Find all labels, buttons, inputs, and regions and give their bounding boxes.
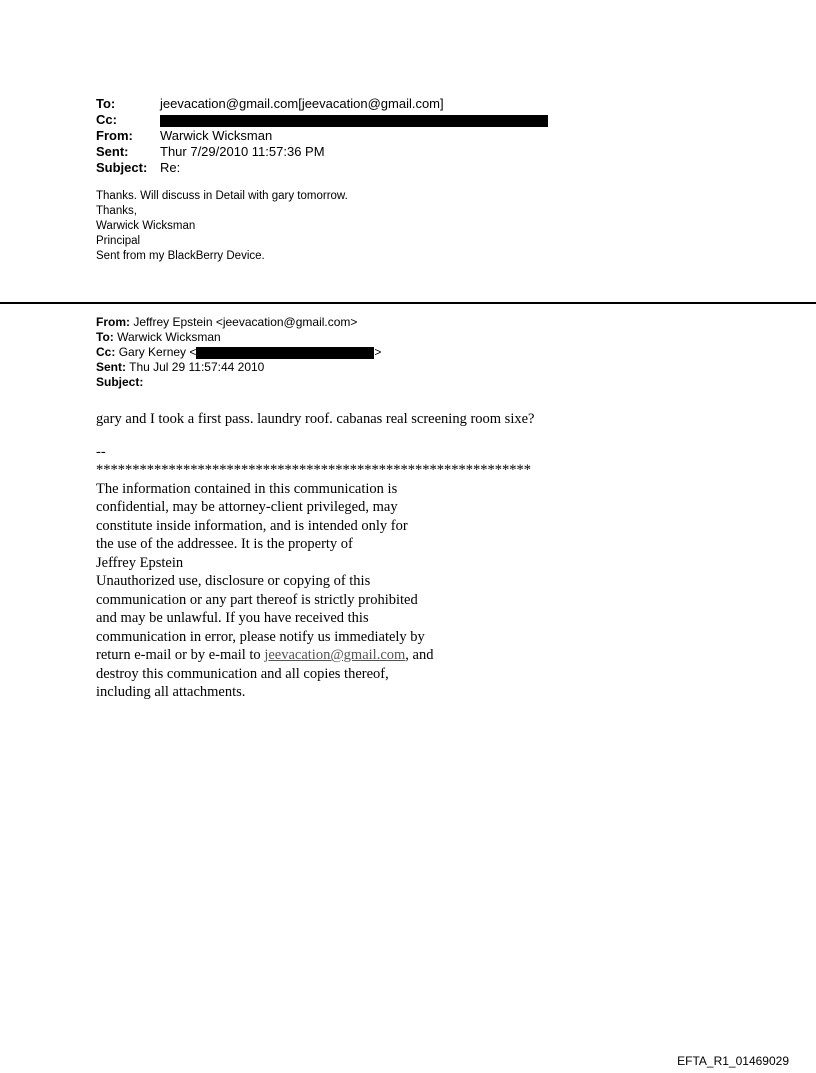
- disclaimer-line: communication or any part thereof is strictly prohibited: [96, 591, 418, 608]
- orig-to-row: [96, 330, 381, 345]
- disclaimer-line: the use of the addressee. It is the property of: [96, 536, 353, 552]
- disclaimer-line: constitute inside information, and is intended only for: [96, 517, 408, 534]
- subject-value: Re:: [160, 160, 181, 175]
- cc-label: Cc:: [96, 112, 117, 127]
- from-value: Warwick Wicksman: [160, 128, 273, 143]
- disclaimer-line: The information contained in this communication is: [96, 480, 398, 497]
- orig-from-label: From:: [96, 315, 130, 329]
- document-id: EFTA_R1_01469029: [677, 1054, 789, 1068]
- original-body: [96, 410, 534, 702]
- disclaimer-line: Jeffrey Epstein: [96, 554, 184, 571]
- reply-line: Thanks,: [96, 205, 137, 217]
- disclaimer-line: confidential, may be attorney-client privileged, may: [96, 499, 398, 515]
- to-value: jeevacation@gmail.com[jeevacation@gmail.com]: [160, 96, 444, 111]
- orig-sent-row: [96, 360, 381, 375]
- reply-from-row: [96, 128, 716, 144]
- orig-sent-label: Sent:: [96, 360, 126, 374]
- orig-sent-value: Thu Jul 29 11:57:44 2010: [129, 360, 265, 374]
- disclaimer-line: including all attachments.: [96, 684, 246, 700]
- orig-cc-row: [96, 345, 381, 360]
- reply-line: Principal: [96, 235, 141, 247]
- disclaimer-return-line: [96, 646, 534, 665]
- reply-line: Warwick Wicksman: [96, 220, 196, 232]
- reply-cc-row: [96, 112, 716, 128]
- reply-line: Sent from my BlackBerry Device.: [96, 250, 265, 262]
- orig-from-value: Jeffrey Epstein <jeevacation@gmail.com>: [133, 315, 358, 329]
- reply-line: Thanks. Will discuss in Detail with gary tomorrow.: [96, 190, 348, 202]
- orig-to-label: To:: [96, 330, 114, 344]
- reply-header: [96, 96, 716, 176]
- asterisk-separator: ************************************************************: [96, 462, 531, 478]
- orig-cc-redaction: [196, 347, 374, 359]
- disclaimer-line: communication in error, please notify us immediately by: [96, 628, 425, 645]
- to-label: To:: [96, 96, 116, 111]
- return-prefix: return e-mail or by e-mail to: [96, 647, 265, 663]
- disclaimer-line: and may be unlawful. If you have received this: [96, 610, 369, 626]
- reply-sent-row: [96, 144, 716, 160]
- disclaimer-line: destroy this communication and all copies thereof,: [96, 665, 389, 682]
- return-suffix: , and: [405, 647, 434, 663]
- orig-cc-end: >: [374, 345, 382, 359]
- email-link[interactable]: jeevacation@gmail.com: [264, 647, 406, 663]
- sent-value: Thur 7/29/2010 11:57:36 PM: [160, 144, 325, 159]
- orig-to-value: Warwick Wicksman: [117, 330, 221, 344]
- reply-to-row: [96, 96, 716, 112]
- reply-subject-row: [96, 160, 716, 176]
- subject-label: Subject:: [96, 160, 148, 175]
- orig-subject-row: [96, 375, 381, 390]
- sent-label: Sent:: [96, 144, 129, 159]
- reply-body: [96, 189, 348, 264]
- orig-from-row: [96, 315, 381, 330]
- orig-cc-label: Cc:: [96, 345, 116, 359]
- orig-subject-label: Subject:: [96, 375, 144, 389]
- message-text: gary and I took a first pass. laundry roof. cabanas real screening room sixe?: [96, 411, 535, 427]
- original-header: [96, 315, 381, 390]
- from-label: From:: [96, 128, 133, 143]
- orig-cc-value: Gary Kerney <: [118, 345, 197, 359]
- signature-dash: --: [96, 443, 106, 460]
- disclaimer-line: Unauthorized use, disclosure or copying of this: [96, 573, 371, 589]
- cc-redaction: [160, 115, 548, 127]
- message-divider: [0, 302, 816, 304]
